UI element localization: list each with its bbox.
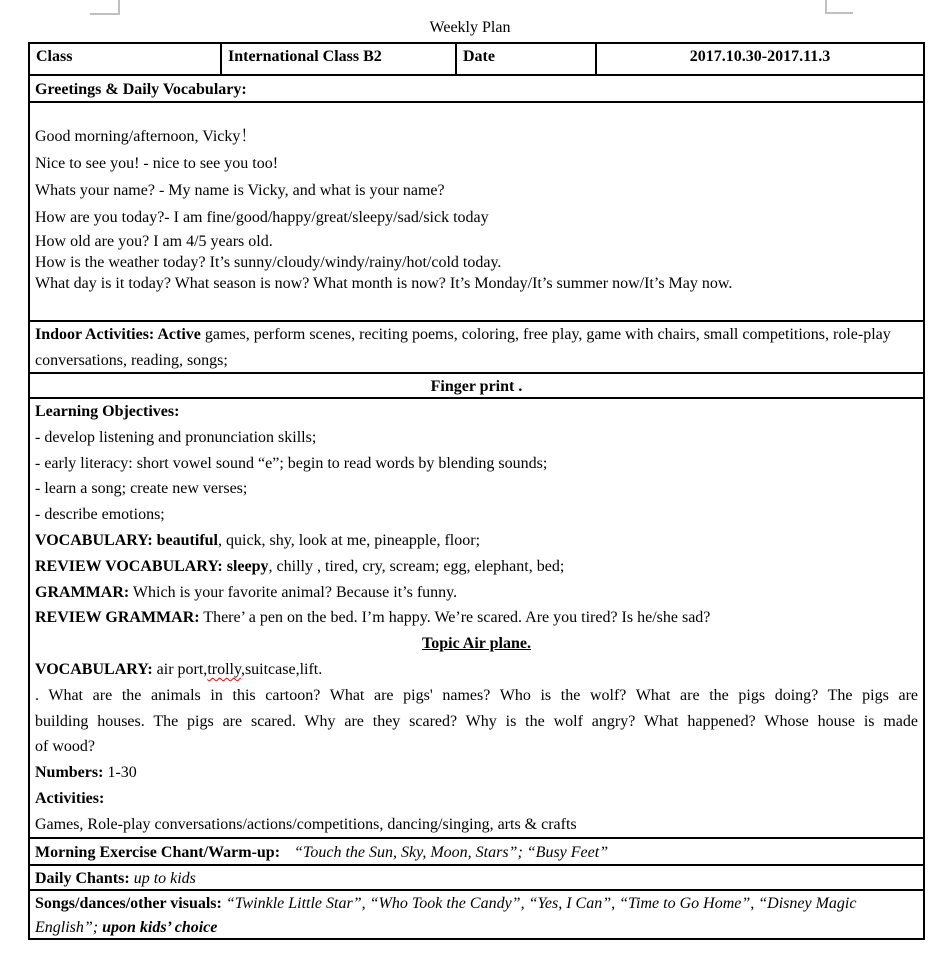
- review-grammar-text: There’ a pen on the bed. I’m happy. We’re scared. Are you tired? Is he/she sad?: [199, 609, 711, 627]
- learning-objectives-label: Learning Objectives:: [35, 403, 180, 420]
- cartoon-questions-line: of wood?: [35, 738, 95, 756]
- vocabulary-label: VOCABULARY: beautiful: [35, 531, 218, 549]
- morning-exercise-chants: “Touch the Sun, Sky, Moon, Stars”; “Busy Feet”: [294, 844, 609, 861]
- grammar-line: [35, 580, 918, 606]
- objective-item: - learn a song; create new verses;: [35, 480, 248, 498]
- daily-chants-text: up to kids: [129, 870, 196, 887]
- review-grammar-label: REVIEW GRAMMAR:: [35, 609, 200, 627]
- misspelled-word: trolly: [207, 660, 241, 678]
- review-vocabulary-line: [35, 554, 918, 580]
- date-value-cell: 2017.10.30-2017.11.3: [595, 44, 923, 74]
- topic-vocabulary-post: ,suitcase,lift.: [240, 660, 323, 678]
- numbers-line: [35, 760, 918, 786]
- table-header-row: [30, 44, 923, 74]
- weekly-plan-table: [28, 42, 925, 940]
- objective-item: - develop listening and pronunciation skills;: [35, 428, 317, 446]
- greeting-line: Nice to see you! - nice to see you too!: [35, 155, 279, 172]
- greetings-section-label: Greetings & Daily Vocabulary:: [30, 74, 923, 101]
- songs-titles: “Twinkle Little Star”, “Who Took the Candy”, “Yes, I Can”, “Time to Go Home”, “Disney Magic English”;: [35, 895, 857, 936]
- learning-objectives-cell: [30, 397, 923, 837]
- morning-exercise-label: Morning Exercise Chant/Warm-up:: [35, 844, 281, 861]
- class-value-cell: International Class B2: [220, 44, 455, 74]
- topic-title-line: [35, 631, 918, 657]
- topic-title: Topic Air plane.: [422, 635, 531, 653]
- daily-chants-label: Daily Chants:: [35, 870, 130, 887]
- cartoon-questions-line: building houses. The pigs are scared. Why are they scared? Why is the wolf angry? What happened? Whose house is made: [35, 712, 918, 730]
- topic-vocabulary-pre: air port,: [152, 660, 208, 678]
- greeting-line: Good morning/afternoon, Vicky！: [35, 128, 257, 145]
- vocabulary-words: , quick, shy, look at me, pineapple, floor;: [218, 531, 481, 549]
- activities-text: Games, Role-play conversations/actions/competitions, dancing/singing, arts & crafts: [35, 815, 577, 833]
- numbers-value: 1-30: [103, 764, 137, 782]
- greeting-line: How old are you? I am 4/5 years old.: [35, 233, 273, 250]
- numbers-label: Numbers:: [35, 764, 104, 782]
- review-grammar-line: [35, 605, 918, 631]
- greeting-line: What day is it today? What season is now? What month is now? It’s Monday/It’s summer now/It’s May now.: [35, 275, 733, 292]
- review-vocabulary-words: , chilly , tired, cry, scream; egg, elephant, bed;: [268, 557, 565, 575]
- review-vocabulary-label: REVIEW VOCABULARY: sleepy: [35, 557, 269, 575]
- indoor-activities-text: games, perform scenes, reciting poems, coloring, free play, game with chairs, small competitions, role-play conversations, reading, songs;: [35, 326, 891, 369]
- topic-vocabulary-label: VOCABULARY:: [35, 660, 153, 678]
- cartoon-questions-line: . What are the animals in this cartoon? What are pigs' names? Who is the wolf? What are the pigs doing? The pigs are: [35, 686, 918, 704]
- activities-label: Activities:: [35, 789, 105, 807]
- class-label-cell: Class: [36, 48, 73, 65]
- greetings-content-cell: [30, 101, 923, 320]
- greeting-line: How is the weather today? It’s sunny/cloudy/windy/rainy/hot/cold today.: [35, 254, 502, 271]
- vocabulary-line: [35, 528, 918, 554]
- songs-label: Songs/dances/other visuals:: [35, 895, 222, 912]
- topic-vocabulary-line: [35, 657, 918, 683]
- songs-kids-choice: upon kids’ choice: [102, 919, 218, 936]
- grammar-label: GRAMMAR:: [35, 583, 130, 601]
- margin-crop-mark-right: [825, 0, 853, 14]
- daily-chants-cell: [30, 864, 923, 889]
- margin-crop-mark-left: [90, 0, 120, 15]
- greeting-line: How are you today?- I am fine/good/happy/great/sleepy/sad/sick today: [35, 209, 489, 226]
- songs-dances-cell: [30, 889, 923, 938]
- finger-print-cell: Finger print .: [30, 372, 923, 397]
- grammar-text: Which is your favorite animal? Because it’s funny.: [129, 583, 458, 601]
- indoor-activities-cell: [30, 320, 923, 372]
- objective-item: - early literacy: short vowel sound “e”; begin to read words by blending sounds;: [35, 454, 548, 472]
- morning-exercise-cell: [30, 837, 923, 864]
- objective-item: - describe emotions;: [35, 506, 165, 524]
- greeting-line: Whats your name? - My name is Vicky, and what is your name?: [35, 182, 445, 199]
- document-title: Weekly Plan: [429, 19, 511, 36]
- indoor-activities-label: Indoor Activities: Active: [35, 326, 201, 343]
- date-label-cell: Date: [455, 44, 595, 74]
